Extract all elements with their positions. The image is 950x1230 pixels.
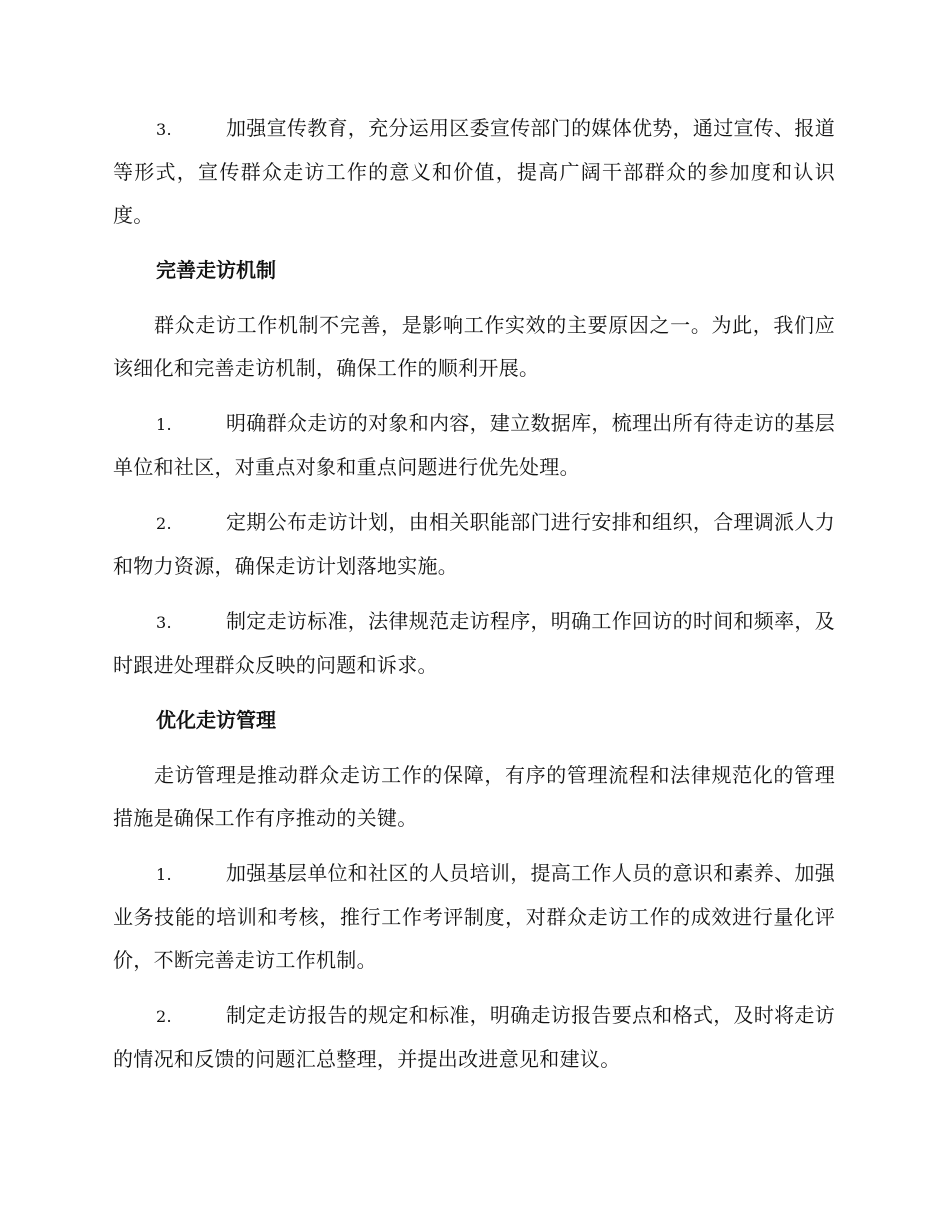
list-item [113, 107, 835, 237]
list-number: 3. [156, 120, 172, 139]
list-item [113, 852, 835, 982]
list-item-text: 加强宣传教育，充分运用区委宣传部门的媒体优势，通过宣传、报道等形式，宣传群众走访工作的意义和价值，提高广阔干部群众的参加度和认识度。 [113, 116, 835, 227]
list-item [113, 600, 835, 687]
list-item [113, 994, 835, 1081]
document-body [113, 107, 835, 1093]
list-item-text: 明确群众走访的对象和内容，建立数据库，梳理出所有待走访的基层单位和社区，对重点对象和重点问题进行优先处理。 [113, 411, 835, 479]
list-item-text: 制定走访标准，法律规范走访程序，明确工作回访的时间和频率，及时跟进处理群众反映的问题和诉求。 [113, 609, 835, 677]
section-heading-optimize-management: 优化走访管理 [156, 708, 276, 732]
section-heading-improve-mechanism: 完善走访机制 [156, 258, 276, 282]
list-item [113, 402, 835, 489]
list-number: 1. [156, 415, 172, 434]
list-number: 1. [156, 865, 172, 884]
list-item-text: 制定走访报告的规定和标准，明确走访报告要点和格式，及时将走访的情况和反馈的问题汇总整理，并提出改进意见和建议。 [113, 1003, 835, 1071]
list-item-text: 定期公布走访计划，由相关职能部门进行安排和组织，合理调派人力和物力资源，确保走访计划落地实施。 [113, 510, 835, 578]
body-paragraph: 走访管理是推动群众走访工作的保障，有序的管理流程和法律规范化的管理措施是确保工作有序推动的关键。 [113, 763, 835, 830]
list-item [113, 501, 835, 588]
list-number: 3. [156, 613, 172, 632]
list-number: 2. [156, 514, 172, 533]
list-item-text: 加强基层单位和社区的人员培训，提高工作人员的意识和素养、加强业务技能的培训和考核，推行工作考评制度，对群众走访工作的成效进行量化评价，不断完善走访工作机制。 [113, 861, 835, 972]
body-paragraph: 群众走访工作机制不完善，是影响工作实效的主要原因之一。为此，我们应该细化和完善走访机制，确保工作的顺利开展。 [113, 313, 835, 380]
list-number: 2. [156, 1007, 172, 1026]
